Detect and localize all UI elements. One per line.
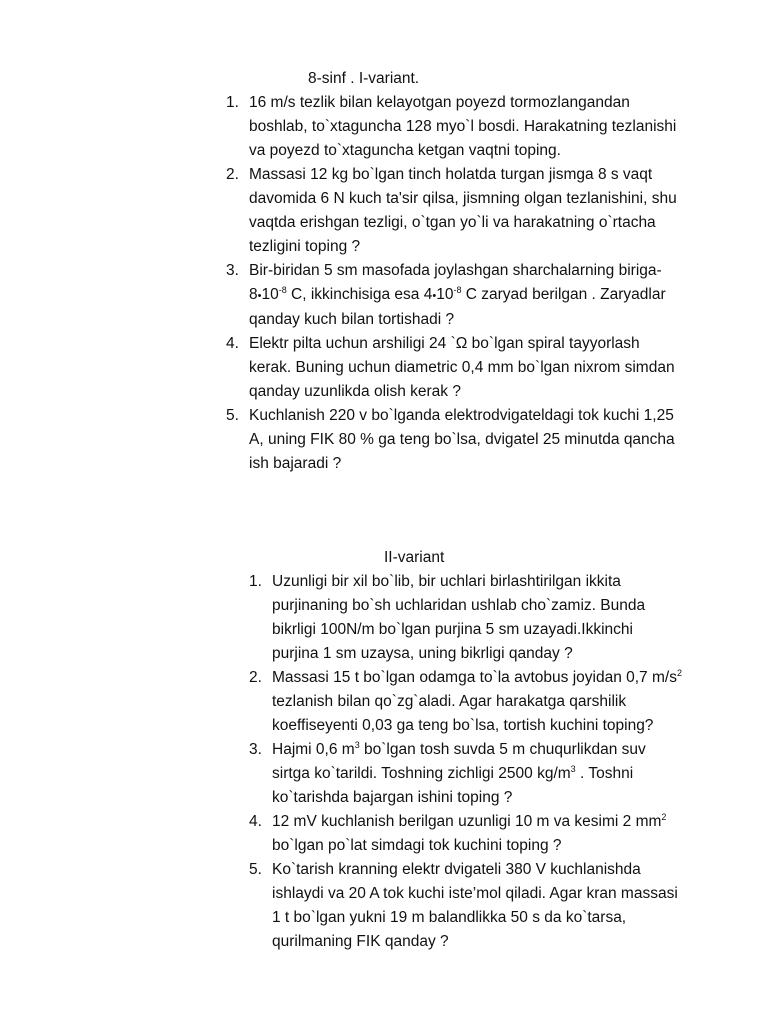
variant2-question-4 <box>249 810 719 858</box>
question-text: bo`lgan tosh suvda 5 m chuqurlikdan suv <box>359 741 646 758</box>
variant1-question-4 <box>226 332 716 404</box>
multiplication-dot: • <box>432 290 437 302</box>
power-base: 10 <box>436 286 454 303</box>
question-text: C zaryad berilgan . Zaryadlar <box>461 286 666 303</box>
question-line: Kuchlanish 220 v bo`lganda elektrodvigateldagi tok kuchi 1,25 <box>249 407 674 424</box>
question-line: Massasi 12 kg bo`lgan tinch holatda turgan jismga 8 s vaqt <box>249 166 653 183</box>
exponent: -8 <box>453 285 462 295</box>
variant1-question-3 <box>226 259 716 332</box>
variant1-question-1 <box>226 91 716 163</box>
question-line: tezligini toping ? <box>249 238 361 255</box>
question-line: koeffiseyenti 0,03 ga teng bo`lsa, tortish kuchini toping? <box>272 717 654 734</box>
question-number: 3. <box>226 262 239 279</box>
question-line: purjinaning bo`sh uchlaridan ushlab cho`zamiz. Bunda <box>272 597 646 614</box>
question-line: Uzunligi bir xil bo`lib, bir uchlari birlashtirilgan ikkita <box>272 573 621 590</box>
question-text: Elektr pilta uchun arshiligi 24 <box>249 335 451 352</box>
question-number: 1. <box>249 573 262 590</box>
question-line: bikrligi 100N/m bo`lgan purjina 5 sm uzayadi.Ikkinchi <box>272 621 633 638</box>
question-number: 2. <box>249 669 262 686</box>
question-line <box>272 810 719 834</box>
question-line: boshlab, to`xtaguncha 128 myo`l bosdi. Harakatning tezlanishi <box>249 118 677 135</box>
omega-symbol: `Ω <box>450 335 468 352</box>
question-line: qanday kuch bilan tortishadi ? <box>249 311 455 328</box>
question-line: qanday uzunlikda olish kerak ? <box>249 383 461 400</box>
variant2-question-2 <box>249 666 719 738</box>
question-line <box>249 332 716 356</box>
variant1-question-2 <box>226 163 716 259</box>
variant2-title: II-variant <box>384 549 445 566</box>
question-text: Hajmi 0,6 m <box>272 741 355 758</box>
question-line: ko`tarishda bajargan ishini toping ? <box>272 789 513 806</box>
power-base: 10 <box>261 286 279 303</box>
question-line: 16 m/s tezlik bilan kelayotgan poyezd tormozlangandan <box>249 94 630 111</box>
variant2-question-3 <box>249 738 719 810</box>
exponent: 3 <box>354 740 360 750</box>
multiplication-dot: • <box>257 290 262 302</box>
exponent: 2 <box>661 812 667 822</box>
question-number: 4. <box>249 813 262 830</box>
question-line: bo`lgan po`lat simdagi tok kuchini toping ? <box>272 837 562 854</box>
variant2-question-5 <box>249 858 719 954</box>
question-number: 5. <box>226 407 239 424</box>
variant2-question-list <box>249 570 719 954</box>
question-line <box>272 738 719 762</box>
question-text: bo`lgan spiral tayyorlash <box>467 335 640 352</box>
exponent: 2 <box>676 668 682 678</box>
charge-1-coefficient: 8 <box>249 286 258 303</box>
question-line: purjina 1 sm uzaysa, uning bikrligi qanday ? <box>272 645 573 662</box>
question-line: Ko`tarish kranning elektr dvigateli 380 V kuchlanishda <box>272 861 641 878</box>
question-number: 5. <box>249 861 262 878</box>
question-line <box>272 666 719 690</box>
variant1-question-list <box>226 91 716 476</box>
question-line: va poyezd to`xtaguncha ketgan vaqtni toping. <box>249 142 561 159</box>
question-line: tezlanish bilan qo`zg`aladi. Agar harakatga qarshilik <box>272 693 627 710</box>
question-line: 1 t bo`lgan yukni 19 m balandlikka 50 s da ko`tarsa, <box>272 909 627 926</box>
question-line: vaqtda erishgan tezligi, o`tgan yo`li va harakatning o`rtacha <box>249 214 656 231</box>
question-line: ish bajaradi ? <box>249 455 342 472</box>
question-text: sirtga ko`tarildi. Toshning zichligi 2500 kg/m <box>272 765 571 782</box>
question-text: 12 mV kuchlanish berilgan uzunligi 10 m va kesimi 2 mm <box>272 813 662 830</box>
question-number: 1. <box>226 94 239 111</box>
question-line <box>249 283 716 308</box>
exponent: 3 <box>570 764 576 774</box>
variant1-title: 8-sinf . I-variant. <box>308 70 420 87</box>
exponent: -8 <box>278 285 287 295</box>
question-number: 3. <box>249 741 262 758</box>
question-line: ishlaydi va 20 A tok kuchi iste’mol qiladi. Agar kran massasi <box>272 885 678 902</box>
question-text: C, ikkinchisiga esa 4 <box>286 286 433 303</box>
question-text: Massasi 15 t bo`lgan odamga to`la avtobus joyidan 0,7 m/s <box>272 669 677 686</box>
question-number: 2. <box>226 166 239 183</box>
question-line <box>272 762 719 786</box>
question-line: A, uning FIK 80 % ga teng bo`lsa, dvigatel 25 minutda qancha <box>249 431 675 448</box>
variant2-question-1 <box>249 570 719 666</box>
question-text: . Toshni <box>575 765 634 782</box>
question-line: Bir-biridan 5 sm masofada joylashgan sharchalarning biriga- <box>249 262 662 279</box>
question-line: davomida 6 N kuch ta'sir qilsa, jismning olgan tezlanishini, shu <box>249 190 677 207</box>
question-line: kerak. Buning uchun diametric 0,4 mm bo`lgan nixrom simdan <box>249 359 675 376</box>
question-number: 4. <box>226 335 239 352</box>
variant1-question-5 <box>226 404 716 476</box>
question-line: qurilmaning FIK qanday ? <box>272 933 449 950</box>
